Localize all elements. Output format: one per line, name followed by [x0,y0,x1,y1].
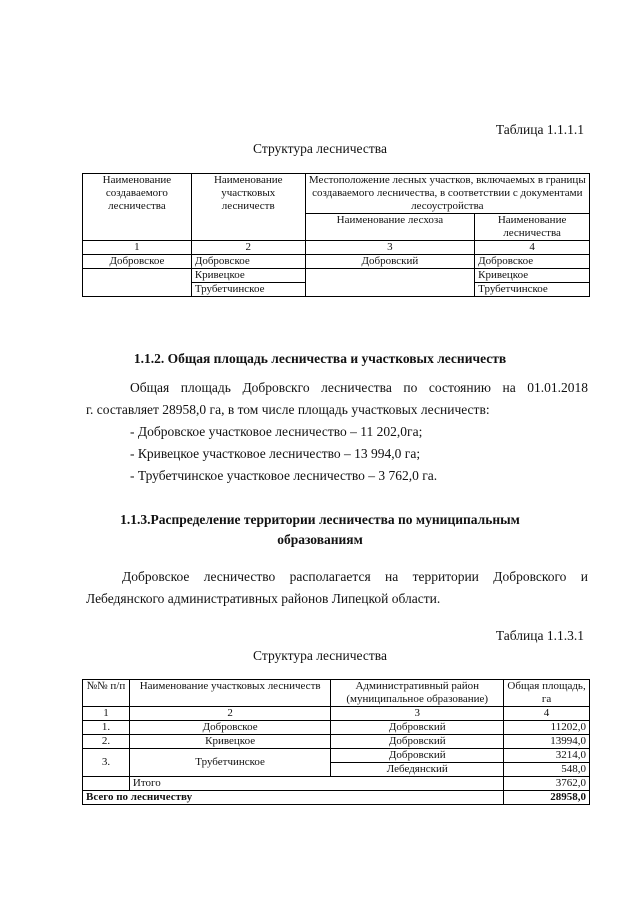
header-location: Местоположение лесных участков, включаемых в границы создаваемого лесничества, в соответствии с документами лесоустройства [305,174,589,214]
header-leskhoz-name: Наименование лесхоза [305,214,475,241]
municipal-distribution-table [82,679,590,805]
cell-forestry: Добровское [83,255,192,269]
paragraph-line: Лебедянского административных районов Липецкой области. [86,591,441,606]
table-row [83,255,590,269]
cell-number: 1. [83,721,130,735]
cell-empty [83,777,130,791]
cell-district: Добровский [331,749,504,763]
cell-district: Добровский [331,721,504,735]
heading-line: образованиям [277,532,363,547]
paragraph-line: г. составляет 28958,0 га, в том числе площадь участковых лесничеств: [86,402,490,417]
header-area: Общая площадь, га [504,680,590,707]
header-forestry-name: Наименование создаваемого лесничества [83,174,192,241]
column-number: 4 [504,707,590,721]
header-lesnichestvo-name: Наименование лесничества [475,214,590,241]
cell-leskhoz: Добровский [305,255,475,269]
cell-empty [305,269,475,297]
cell-district-forestry: Кривецкое [191,269,305,283]
total-label: Всего по лесничеству [83,791,504,805]
cell-district: Лебедянский [331,763,504,777]
cell-district-forestry: Трубетчинское [191,283,305,297]
cell-number: 2. [83,735,130,749]
cell-area: 11202,0 [504,721,590,735]
section-113-heading [0,510,640,550]
column-number: 2 [129,707,331,721]
table2-caption: Таблица 1.1.3.1 [495,628,584,643]
total-row [83,791,590,805]
column-number: 3 [305,241,475,255]
subtotal-area: 3762,0 [504,777,590,791]
cell-area: 13994,0 [504,735,590,749]
paragraph-line: Добровское лесничество располагается на территории Добровского и [122,569,588,584]
subtotal-row [83,777,590,791]
cell-forestry-name: Трубетчинское [129,749,331,777]
cell-forestry-name: Добровское [129,721,331,735]
cell-lesnichestvo: Трубетчинское [475,283,590,297]
column-number: 3 [331,707,504,721]
table2-title: Структура лесничества [253,648,387,663]
cell-empty [83,269,192,297]
table-row [83,749,590,763]
cell-area: 548,0 [504,763,590,777]
table-row [83,269,590,283]
paragraph-line: Общая площадь Добровскго лесничества по состоянию на 01.01.2018 [130,380,588,395]
table-row [83,721,590,735]
cell-area: 3214,0 [504,749,590,763]
header-admin-district: Административный район (муниципальное образование) [331,680,504,707]
heading-line: 1.1.3.Распределение территории лесничества по муниципальным [120,512,520,527]
cell-forestry-name: Кривецкое [129,735,331,749]
cell-district-forestry: Добровское [191,255,305,269]
section-113-paragraph [86,566,588,610]
total-area: 28958,0 [504,791,590,805]
table-row [83,735,590,749]
table1-caption: Таблица 1.1.1.1 [495,122,584,137]
column-number: 1 [83,707,130,721]
forestry-structure-table [82,173,590,297]
header-district-forestries: Наименование участковых лесничеств [129,680,331,707]
cell-lesnichestvo: Кривецкое [475,269,590,283]
cell-number: 3. [83,749,130,777]
section-112-paragraph [86,377,588,487]
section-112-heading: 1.1.2. Общая площадь лесничества и участковых лесничеств [133,351,507,366]
table1-title: Структура лесничества [253,141,387,156]
list-item: - Трубетчинское участковое лесничество – 3 762,0 га. [130,468,438,483]
column-number: 1 [83,241,192,255]
list-item: - Кривецкое участковое лесничество – 13 994,0 га; [130,446,421,461]
header-number: №№ п/п [83,680,130,707]
header-district-forestries: Наименование участковых лесничеств [191,174,305,241]
cell-district: Добровский [331,735,504,749]
subtotal-label: Итого [129,777,503,791]
list-item: - Добровское участковое лесничество – 11 202,0га; [130,424,423,439]
column-number: 2 [191,241,305,255]
column-number: 4 [475,241,590,255]
cell-lesnichestvo: Добровское [475,255,590,269]
